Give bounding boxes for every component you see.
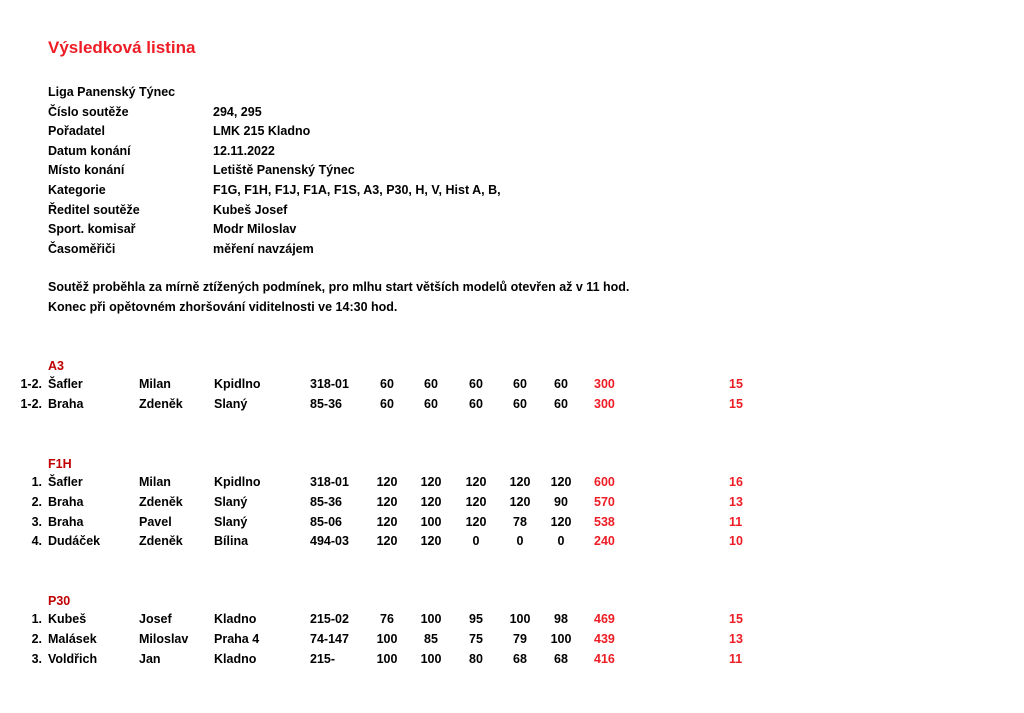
round-2: 60 bbox=[424, 377, 438, 391]
round-5: 120 bbox=[550, 514, 572, 529]
info-label: Místo konání bbox=[48, 163, 125, 178]
round-1: 120 bbox=[376, 475, 398, 489]
round-5: 90 bbox=[554, 494, 568, 509]
round-1: 120 bbox=[376, 494, 398, 509]
info-label: Ředitel soutěže bbox=[48, 202, 140, 217]
category-heading: A3 bbox=[48, 359, 64, 373]
note-line: Konec při opětovném zhoršování viditelnosti ve 14:30 hod. bbox=[48, 299, 398, 314]
league-points: 13 bbox=[729, 631, 743, 646]
info-label: Datum konání bbox=[48, 143, 131, 158]
result-row bbox=[0, 395, 1024, 415]
round-2: 100 bbox=[420, 514, 442, 529]
round-3: 120 bbox=[465, 494, 487, 509]
round-4: 0 bbox=[516, 534, 524, 549]
round-5: 98 bbox=[554, 612, 568, 626]
surname: Braha bbox=[48, 494, 84, 509]
total: 600 bbox=[594, 475, 615, 489]
conditions-note bbox=[48, 278, 629, 317]
round-2: 85 bbox=[424, 631, 438, 646]
first-name: Jan bbox=[139, 651, 161, 666]
surname: Voldřich bbox=[48, 651, 98, 666]
club: Slaný bbox=[214, 494, 248, 509]
round-1: 76 bbox=[380, 612, 394, 626]
license: 215- bbox=[310, 651, 336, 666]
surname: Dudáček bbox=[48, 534, 101, 549]
round-2: 120 bbox=[420, 475, 442, 489]
info-label: Kategorie bbox=[48, 182, 106, 197]
rank: 4. bbox=[31, 534, 42, 549]
round-1: 100 bbox=[376, 631, 398, 646]
club: Kladno bbox=[214, 651, 257, 666]
round-4: 79 bbox=[513, 631, 527, 646]
rank: 2. bbox=[31, 631, 42, 646]
round-1: 120 bbox=[376, 514, 398, 529]
round-5: 68 bbox=[554, 651, 568, 666]
info-label: Sport. komisař bbox=[48, 222, 136, 237]
league-points: 10 bbox=[729, 534, 743, 549]
round-1: 120 bbox=[376, 534, 398, 549]
document-title: Výsledková listina bbox=[48, 38, 196, 57]
round-1: 60 bbox=[380, 396, 394, 411]
total: 469 bbox=[594, 612, 615, 626]
surname: Malásek bbox=[48, 631, 97, 646]
license: 74-147 bbox=[310, 631, 349, 646]
rank: 1-2. bbox=[20, 396, 42, 411]
first-name: Josef bbox=[139, 612, 172, 626]
surname: Kubeš bbox=[48, 612, 87, 626]
result-row bbox=[0, 610, 1024, 630]
league-points: 13 bbox=[729, 494, 743, 509]
league-points: 15 bbox=[729, 612, 743, 626]
result-row bbox=[0, 630, 1024, 650]
result-row bbox=[0, 473, 1024, 493]
category-heading: P30 bbox=[48, 594, 71, 608]
first-name: Miloslav bbox=[139, 631, 189, 646]
total: 240 bbox=[594, 534, 615, 549]
rank: 1. bbox=[31, 612, 42, 626]
round-3: 120 bbox=[465, 514, 487, 529]
result-row bbox=[0, 532, 1024, 552]
round-3: 80 bbox=[469, 651, 483, 666]
round-5: 0 bbox=[557, 534, 565, 549]
league-points: 11 bbox=[729, 651, 743, 666]
round-5: 60 bbox=[554, 396, 568, 411]
round-3: 75 bbox=[469, 631, 483, 646]
league-points: 15 bbox=[729, 377, 743, 391]
club: Kpidlno bbox=[214, 377, 261, 391]
info-value: 12.11.2022 bbox=[213, 143, 275, 158]
rank: 3. bbox=[31, 651, 42, 666]
round-5: 60 bbox=[554, 377, 568, 391]
round-1: 100 bbox=[376, 651, 398, 666]
round-4: 120 bbox=[509, 494, 531, 509]
info-label: Časoměřiči bbox=[48, 241, 116, 256]
round-5: 120 bbox=[550, 475, 572, 489]
round-4: 68 bbox=[513, 651, 527, 666]
round-4: 100 bbox=[509, 612, 531, 626]
surname: Šafler bbox=[48, 475, 83, 489]
first-name: Zdeněk bbox=[139, 534, 183, 549]
club: Kladno bbox=[214, 612, 257, 626]
info-value: LMK 215 Kladno bbox=[213, 124, 311, 139]
round-3: 60 bbox=[469, 396, 483, 411]
league-points: 16 bbox=[729, 475, 743, 489]
club: Bílina bbox=[214, 534, 249, 549]
note-line: Soutěž proběhla za mírně ztížených podmínek, pro mlhu start větších modelů otevřen až v 11 hod. bbox=[48, 280, 630, 294]
league-points: 15 bbox=[729, 396, 743, 411]
total: 416 bbox=[594, 651, 615, 666]
surname: Braha bbox=[48, 514, 84, 529]
total: 300 bbox=[594, 377, 615, 391]
license: 85-36 bbox=[310, 494, 342, 509]
info-value: Modr Miloslav bbox=[213, 222, 297, 237]
round-2: 60 bbox=[424, 396, 438, 411]
surname: Šafler bbox=[48, 377, 83, 391]
info-value: F1G, F1H, F1J, F1A, F1S, A3, P30, H, V, Hist A, B, bbox=[213, 182, 501, 197]
league-points: 11 bbox=[729, 514, 743, 529]
info-value: Kubeš Josef bbox=[213, 202, 288, 217]
first-name: Zdeněk bbox=[139, 396, 183, 411]
round-4: 78 bbox=[513, 514, 527, 529]
info-label: Pořadatel bbox=[48, 124, 105, 139]
first-name: Pavel bbox=[139, 514, 172, 529]
round-2: 100 bbox=[420, 612, 442, 626]
total: 538 bbox=[594, 514, 615, 529]
result-row bbox=[0, 650, 1024, 670]
rank: 1-2. bbox=[20, 377, 42, 391]
first-name: Zdeněk bbox=[139, 494, 183, 509]
result-row bbox=[0, 493, 1024, 513]
license: 85-36 bbox=[310, 396, 342, 411]
license: 85-06 bbox=[310, 514, 342, 529]
info-label: Číslo soutěže bbox=[48, 104, 129, 119]
round-1: 60 bbox=[380, 377, 394, 391]
info-value: měření navzájem bbox=[213, 241, 314, 256]
category-heading: F1H bbox=[48, 457, 72, 471]
info-value: Letiště Panenský Týnec bbox=[213, 163, 355, 178]
rank: 1. bbox=[31, 475, 42, 489]
total: 439 bbox=[594, 631, 615, 646]
info-label: Liga Panenský Týnec bbox=[48, 85, 176, 99]
license: 215-02 bbox=[310, 612, 349, 626]
round-3: 95 bbox=[469, 612, 483, 626]
round-3: 120 bbox=[465, 475, 487, 489]
club: Slaný bbox=[214, 514, 248, 529]
license: 494-03 bbox=[310, 534, 349, 549]
rank: 3. bbox=[31, 514, 42, 529]
license: 318-01 bbox=[310, 377, 349, 391]
rank: 2. bbox=[31, 494, 42, 509]
round-2: 100 bbox=[420, 651, 442, 666]
round-3: 60 bbox=[469, 377, 483, 391]
round-2: 120 bbox=[420, 494, 442, 509]
round-3: 0 bbox=[472, 534, 480, 549]
info-value: 294, 295 bbox=[213, 104, 262, 119]
result-row bbox=[0, 375, 1024, 395]
club: Praha 4 bbox=[214, 631, 260, 646]
result-row bbox=[0, 513, 1024, 533]
total: 570 bbox=[594, 494, 615, 509]
round-4: 60 bbox=[513, 377, 527, 391]
first-name: Milan bbox=[139, 377, 171, 391]
total: 300 bbox=[594, 396, 615, 411]
round-2: 120 bbox=[420, 534, 442, 549]
surname: Braha bbox=[48, 396, 84, 411]
round-5: 100 bbox=[550, 631, 572, 646]
first-name: Milan bbox=[139, 475, 171, 489]
license: 318-01 bbox=[310, 475, 349, 489]
round-4: 60 bbox=[513, 396, 527, 411]
club: Slaný bbox=[214, 396, 248, 411]
round-4: 120 bbox=[509, 475, 531, 489]
club: Kpidlno bbox=[214, 475, 261, 489]
